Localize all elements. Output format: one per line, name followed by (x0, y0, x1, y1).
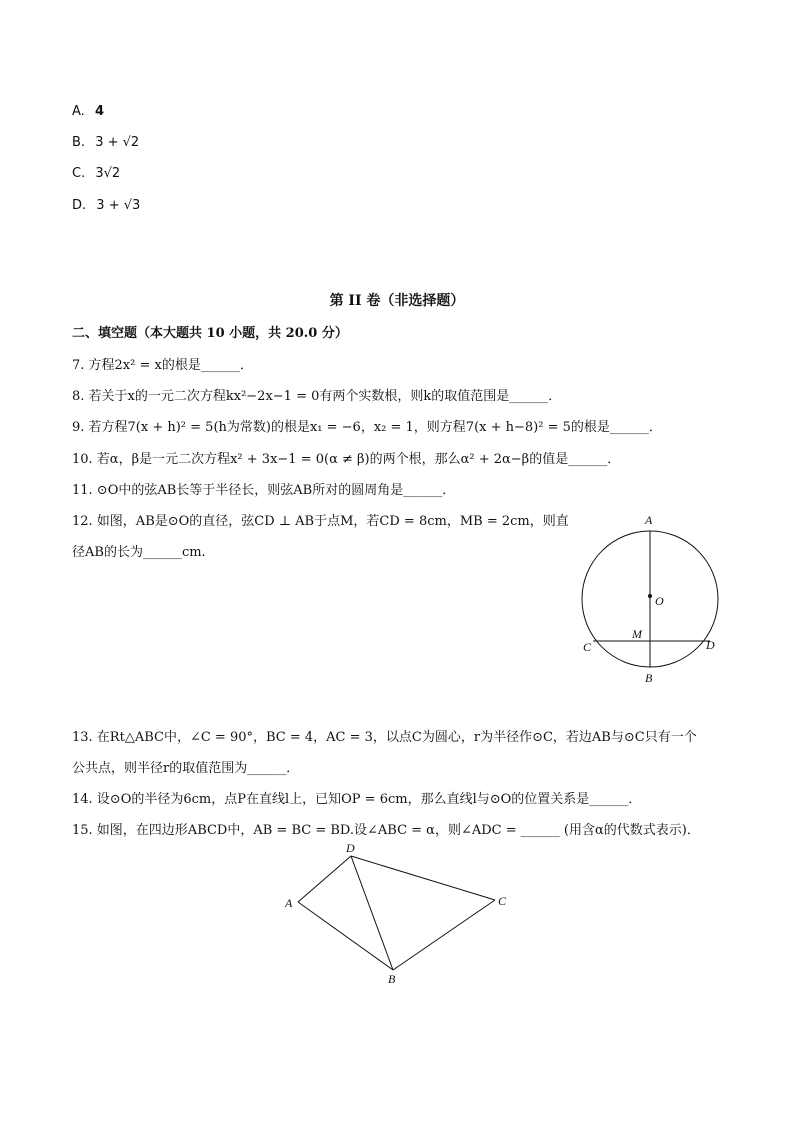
label-quad-d: D (346, 841, 355, 855)
label-m: M (632, 627, 642, 641)
question-7: 7. 方程2x² = x的根是______． (72, 358, 253, 373)
question-14: 14. 设⊙O的半径为6cm，点P在直线l上，已知OP = 6cm，那么直线l与⊙O的位置关系是______． (72, 792, 642, 807)
label-c: C (583, 640, 592, 654)
question-10: 10. 若α，β是一元二次方程x² + 3x−1 = 0(α ≠ β)的两个根，那么α² + 2α−β的值是______． (72, 452, 621, 467)
side-dc (351, 856, 495, 900)
option-a (72, 104, 104, 119)
question-12-line-1: 12. 如图，AB是⊙O的直径，弦CD ⊥ AB于点M，若CD = 8cm，MB = 2cm，则直 (72, 514, 569, 529)
option-c-value: 3√2 (95, 166, 121, 181)
question-13-line-1: 13. 在Rt△ABC中，∠C = 90°，BC = 4，AC = 3，以点C为圆心，r为半径作⊙C，若边AB与⊙C只有一个 (72, 730, 697, 745)
label-o: O (655, 594, 664, 608)
label-quad-c: C (498, 894, 507, 908)
label-b: B (645, 671, 653, 685)
option-c (72, 166, 120, 181)
question-8: 8. 若关于x的一元二次方程kx²−2x−1 = 0有两个实数根，则k的取值范围是______． (72, 389, 562, 404)
side-ad (298, 856, 351, 902)
option-a-letter: A. (72, 104, 85, 119)
quadrilateral-figure (280, 838, 520, 990)
side-cb (393, 900, 495, 970)
question-11: 11. ⊙O中的弦AB长等于半径长，则弦AB所对的圆周角是______． (72, 483, 456, 498)
option-b-letter: B. (72, 135, 86, 150)
option-b (72, 135, 139, 150)
question-15: 15. 如图，在四边形ABCD中，AB = BC = BD.设∠ABC = α，则∠ADC = ______ (用含α的代数式表示)． (72, 823, 700, 838)
center-point (648, 594, 652, 598)
question-9: 9. 若方程7(x + h)² = 5(h为常数)的根是x₁ = −6，x₂ = 1，则方程7(x + h−8)² = 5的根是______． (72, 420, 662, 435)
label-a: A (645, 513, 653, 527)
option-d-letter: D. (72, 198, 87, 213)
option-a-value: 4 (94, 104, 104, 119)
subsection-heading: 二、填空题（本大题共 10 小题，共 20.0 分） (72, 326, 348, 341)
label-d: D (706, 638, 715, 652)
side-ba (298, 902, 393, 970)
diagonal-db (351, 856, 393, 970)
question-12-line-2: 径AB的长为______cm. (72, 545, 206, 560)
option-d (72, 198, 140, 213)
option-b-value: 3 + √2 (95, 135, 140, 150)
circle-figure (570, 508, 735, 688)
label-quad-a: A (285, 896, 293, 910)
option-d-value: 3 + √3 (96, 198, 141, 213)
option-c-letter: C. (72, 166, 86, 181)
label-quad-b: B (388, 972, 396, 986)
section-title: 第 II 卷（非选择题） (329, 293, 465, 309)
question-13-line-2: 公共点，则半径r的取值范围为______． (72, 761, 300, 776)
